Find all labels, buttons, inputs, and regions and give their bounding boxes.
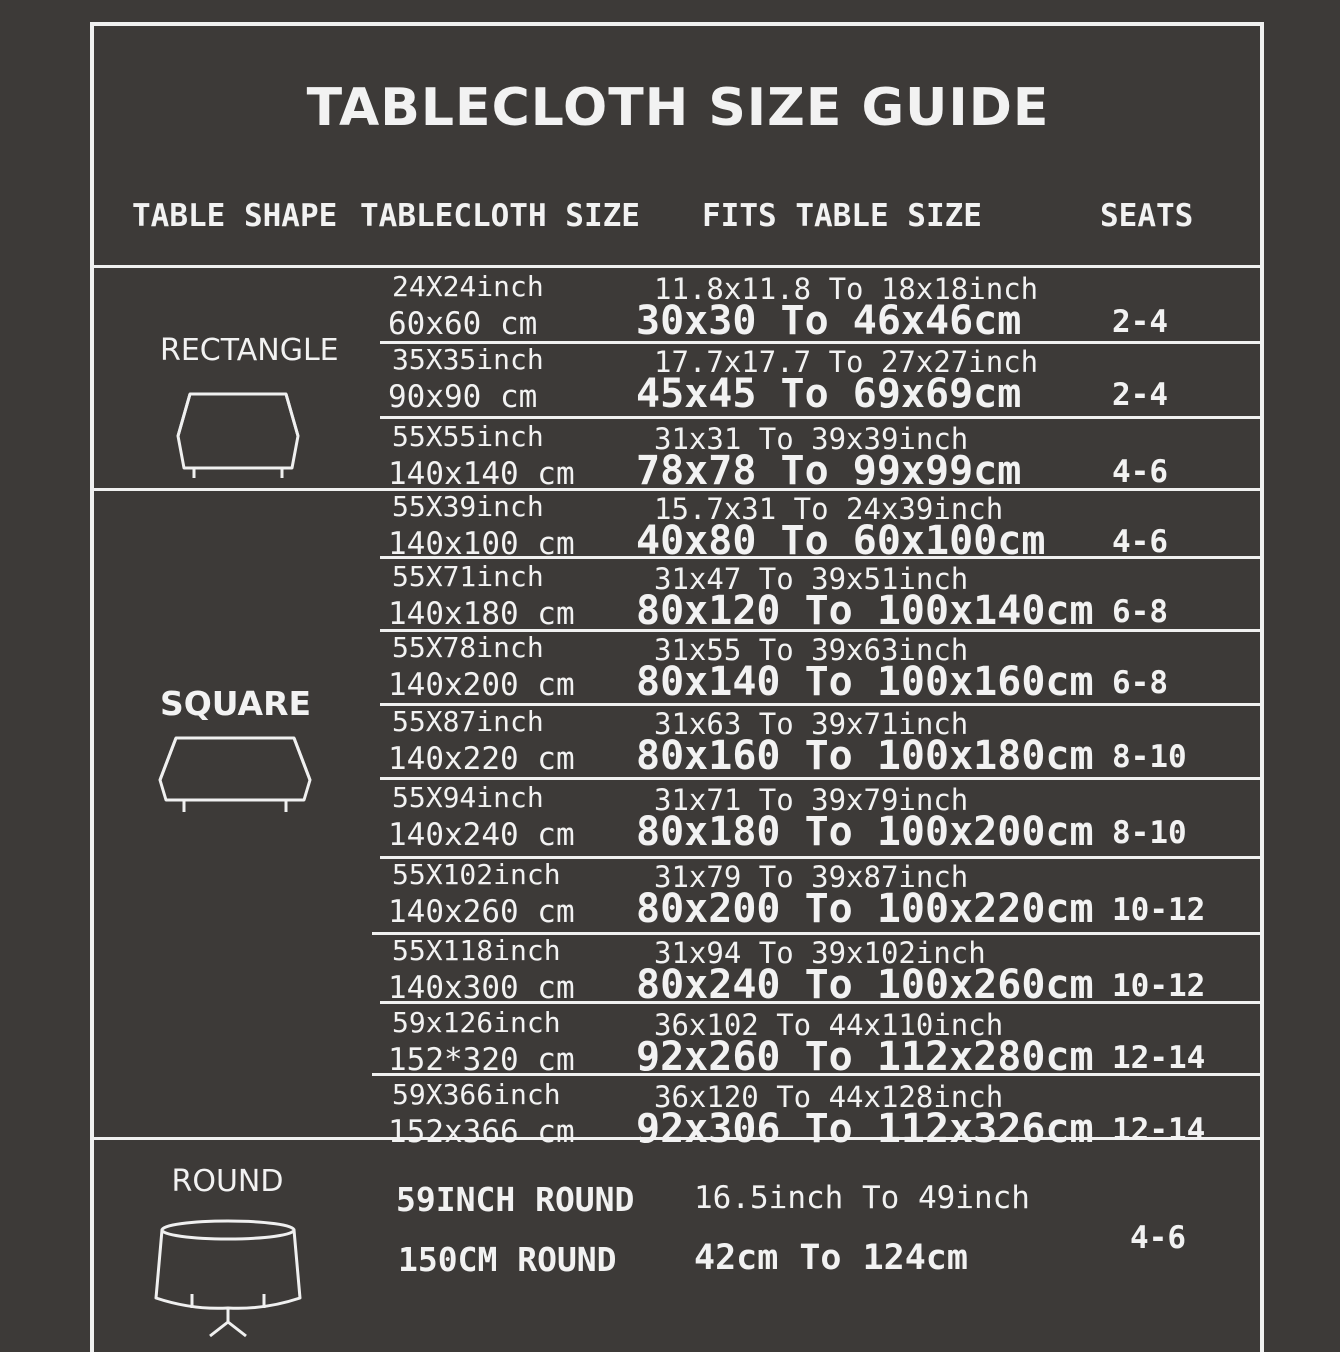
seats-value: 2-4 — [1112, 377, 1168, 413]
fit-cm: 92x306 To 112x326cm — [636, 1106, 1094, 1152]
shape-label-square: SQUARE — [159, 684, 312, 723]
fit-inch: 31x47 To 39x51inch — [654, 562, 969, 596]
size-inch: 55X94inch — [392, 781, 544, 814]
round-seats: 4-6 — [1130, 1220, 1186, 1256]
size-inch: 55X87inch — [392, 705, 544, 738]
round-fit-inch: 16.5inch To 49inch — [694, 1180, 1030, 1216]
fit-cm: 80x240 To 100x260cm — [636, 962, 1094, 1008]
fit-inch: 31x31 To 39x39inch — [654, 422, 969, 456]
header-tablecloth-size: TABLECLOTH SIZE — [360, 198, 640, 234]
seats-value: 10-12 — [1112, 968, 1206, 1004]
size-cm: 140x180 cm — [388, 596, 575, 632]
fit-inch: 31x94 To 39x102inch — [654, 936, 986, 970]
header-table-shape: TABLE SHAPE — [132, 198, 338, 234]
round-size-inch: 59INCH ROUND — [396, 1180, 635, 1219]
fit-inch: 36x102 To 44x110inch — [654, 1008, 1004, 1042]
size-inch: 55X55inch — [392, 420, 544, 453]
header-divider — [92, 265, 1264, 268]
fit-cm: 80x140 To 100x160cm — [636, 659, 1094, 705]
fit-inch: 31x63 To 39x71inch — [654, 707, 969, 741]
fit-cm: 80x180 To 100x200cm — [636, 809, 1094, 855]
round-fit-cm: 42cm To 124cm — [694, 1238, 968, 1278]
fit-cm: 80x160 To 100x180cm — [636, 733, 1094, 779]
size-cm: 60x60 cm — [388, 306, 538, 342]
size-cm: 140x140 cm — [388, 456, 575, 492]
fit-inch: 15.7x31 To 24x39inch — [654, 492, 1004, 526]
size-cm: 140x200 cm — [388, 667, 575, 703]
seats-value: 6-8 — [1112, 665, 1168, 701]
shape-label-round: ROUND — [171, 1164, 284, 1199]
fit-cm: 80x200 To 100x220cm — [636, 886, 1094, 932]
size-cm: 140x260 cm — [388, 894, 575, 930]
fit-cm: 30x30 To 46x46cm — [636, 298, 1022, 344]
round-size-cm: 150CM ROUND — [398, 1240, 617, 1279]
seats-value: 4-6 — [1112, 454, 1168, 490]
size-inch: 59x126inch — [392, 1006, 561, 1039]
fit-inch: 11.8x11.8 To 18x18inch — [654, 272, 1039, 306]
seats-value: 6-8 — [1112, 594, 1168, 630]
size-cm: 152*320 cm — [388, 1042, 575, 1078]
size-inch: 55X39inch — [392, 490, 544, 523]
fit-inch: 31x71 To 39x79inch — [654, 783, 969, 817]
seats-value: 2-4 — [1112, 304, 1168, 340]
square-table-icon — [156, 734, 314, 814]
fit-cm: 40x80 To 60x100cm — [636, 518, 1046, 564]
seats-value: 10-12 — [1112, 892, 1206, 928]
size-inch: 35X35inch — [392, 343, 544, 376]
fit-inch: 36x120 To 44x128inch — [654, 1080, 1004, 1114]
rectangle-table-icon — [168, 388, 308, 480]
seats-value: 8-10 — [1112, 739, 1187, 775]
size-cm: 140x300 cm — [388, 970, 575, 1006]
fit-cm: 92x260 To 112x280cm — [636, 1034, 1094, 1080]
size-cm: 152x366 cm — [388, 1114, 575, 1150]
size-cm: 90x90 cm — [388, 379, 538, 415]
size-cm: 140x220 cm — [388, 741, 575, 777]
fit-cm: 45x45 To 69x69cm — [636, 371, 1022, 417]
header-seats: SEATS — [1100, 198, 1194, 234]
size-inch: 55X118inch — [392, 934, 561, 967]
fit-cm: 78x78 To 99x99cm — [636, 448, 1022, 494]
fit-inch: 17.7x17.7 To 27x27inch — [654, 345, 1039, 379]
fit-cm: 80x120 To 100x140cm — [636, 588, 1094, 634]
fit-inch: 31x79 To 39x87inch — [654, 860, 969, 894]
size-inch: 55X102inch — [392, 858, 561, 891]
page-title: TABLECLOTH SIZE GUIDE — [306, 78, 1050, 138]
shape-label-rectangle: RECTANGLE — [160, 333, 339, 368]
size-cm: 140x240 cm — [388, 817, 575, 853]
size-inch: 55X71inch — [392, 560, 544, 593]
round-table-icon — [152, 1218, 304, 1338]
size-inch: 59X366inch — [392, 1078, 561, 1111]
size-inch: 55X78inch — [392, 631, 544, 664]
seats-value: 12-14 — [1112, 1112, 1206, 1148]
seats-value: 4-6 — [1112, 524, 1168, 560]
header-fits-table-size: FITS TABLE SIZE — [702, 198, 982, 234]
seats-value: 12-14 — [1112, 1040, 1206, 1076]
size-cm: 140x100 cm — [388, 526, 575, 562]
fit-inch: 31x55 To 39x63inch — [654, 633, 969, 667]
size-inch: 24X24inch — [392, 270, 544, 303]
seats-value: 8-10 — [1112, 815, 1187, 851]
